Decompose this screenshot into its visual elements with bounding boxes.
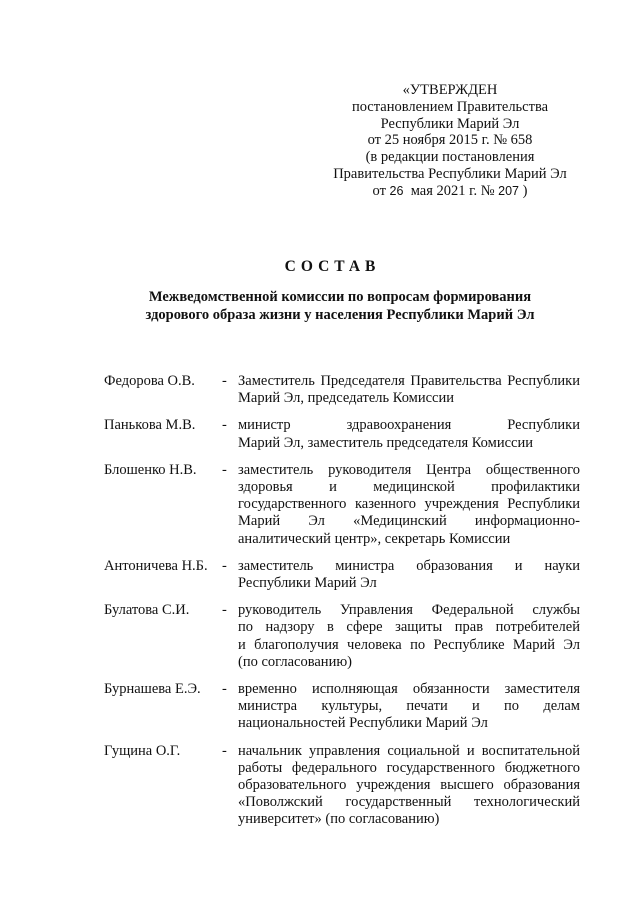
subtitle-line-2: здорового образа жизни у населения Республики Марий Эл (145, 306, 535, 323)
position-line: и благополучия человека по Республике Марий Эл (238, 636, 580, 653)
member-dash: - (222, 742, 227, 759)
member-position (238, 681, 580, 733)
position-line: министра культуры, печати и по делам (238, 698, 580, 715)
position-line: Марий Эл, заместитель председателя Комиссии (238, 434, 533, 451)
position-line: образовательного учреждения высшего образования (238, 777, 580, 794)
approval-stamp (322, 82, 578, 200)
member-row (104, 373, 580, 407)
member-name: Антоничева Н.Б. (104, 557, 208, 574)
approval-line-2: постановлением Правительства (351, 98, 549, 115)
approval-line-6: Правительства Республики Марий Эл (333, 165, 567, 182)
member-dash: - (222, 681, 227, 698)
member-dash: - (222, 557, 227, 574)
member-name: Блошенко Н.В. (104, 461, 197, 478)
member-row (104, 602, 580, 671)
member-dash: - (222, 602, 227, 619)
position-line: Заместитель Председателя Правительства Республики (238, 373, 580, 389)
member-row (104, 417, 580, 451)
member-position (238, 558, 580, 592)
member-row (104, 462, 580, 548)
approval-line-5: (в редакции постановления (365, 149, 535, 166)
member-position (238, 602, 580, 671)
member-dash: - (222, 417, 227, 434)
subtitle-line-1: Межведомственной комиссии по вопросам формирования (148, 289, 532, 305)
position-line: здоровья и медицинской профилактики (238, 479, 580, 496)
member-position (238, 417, 580, 451)
position-line: временно исполняющая обязанности заместителя (238, 681, 580, 698)
member-name: Булатова С.И. (104, 602, 190, 619)
position-line: национальностей Республики Марий Эл (238, 715, 488, 732)
position-line: Марий Эл «Медицинский информационно- (238, 513, 580, 530)
amendment-day: 26 (389, 183, 404, 198)
member-name: Гущина О.Г. (104, 742, 181, 759)
approval-line-3: Республики Марий Эл (380, 115, 520, 132)
position-line: «Поволжский государственный технологический (238, 794, 580, 811)
position-line: работы федерального государственного бюджетного (238, 759, 580, 776)
member-position (238, 462, 580, 548)
member-name: Панькова М.В. (104, 417, 196, 434)
position-line: государственного казенного учреждения Республики (238, 496, 580, 513)
member-row (104, 743, 580, 829)
member-dash: - (222, 373, 227, 389)
member-name: Бурнашева Е.Э. (104, 681, 201, 698)
position-line: заместитель министра образования и науки (238, 557, 580, 574)
position-line: заместитель руководителя Центра общественного (238, 461, 580, 478)
member-position (238, 373, 580, 407)
member-row (104, 558, 580, 592)
amendment-prefix: от (372, 182, 386, 199)
position-line: (по согласованию) (238, 653, 352, 670)
document-title: СОСТАВ (284, 258, 381, 275)
position-line: университет» (по согласованию) (238, 811, 440, 828)
approval-line-1: «УТВЕРЖДЕН (402, 82, 498, 98)
position-line: начальник управления социальной и воспитательной (238, 742, 580, 759)
position-line: Марий Эл, председатель Комиссии (238, 390, 455, 407)
amendment-month-year: мая 2021 г. № (410, 182, 495, 199)
members-list (104, 373, 580, 839)
position-line: министр здравоохранения Республики (238, 417, 580, 434)
position-line: Республики Марий Эл (238, 575, 377, 592)
amendment-suffix: ) (522, 182, 528, 199)
position-line: по надзору в сфере защиты прав потребителей (238, 619, 580, 636)
member-position (238, 743, 580, 829)
approval-line-4: от 25 ноября 2015 г. № 658 (367, 132, 533, 149)
amendment-number: 207 (498, 183, 520, 198)
document-subtitle (110, 289, 570, 324)
member-name: Федорова О.В. (104, 373, 195, 389)
member-dash: - (222, 461, 227, 478)
member-row (104, 681, 580, 733)
position-line: аналитический центр», секретарь Комиссии (238, 530, 511, 547)
position-line: руководитель Управления Федеральной службы (238, 602, 580, 619)
approval-amendment-line (322, 183, 578, 200)
